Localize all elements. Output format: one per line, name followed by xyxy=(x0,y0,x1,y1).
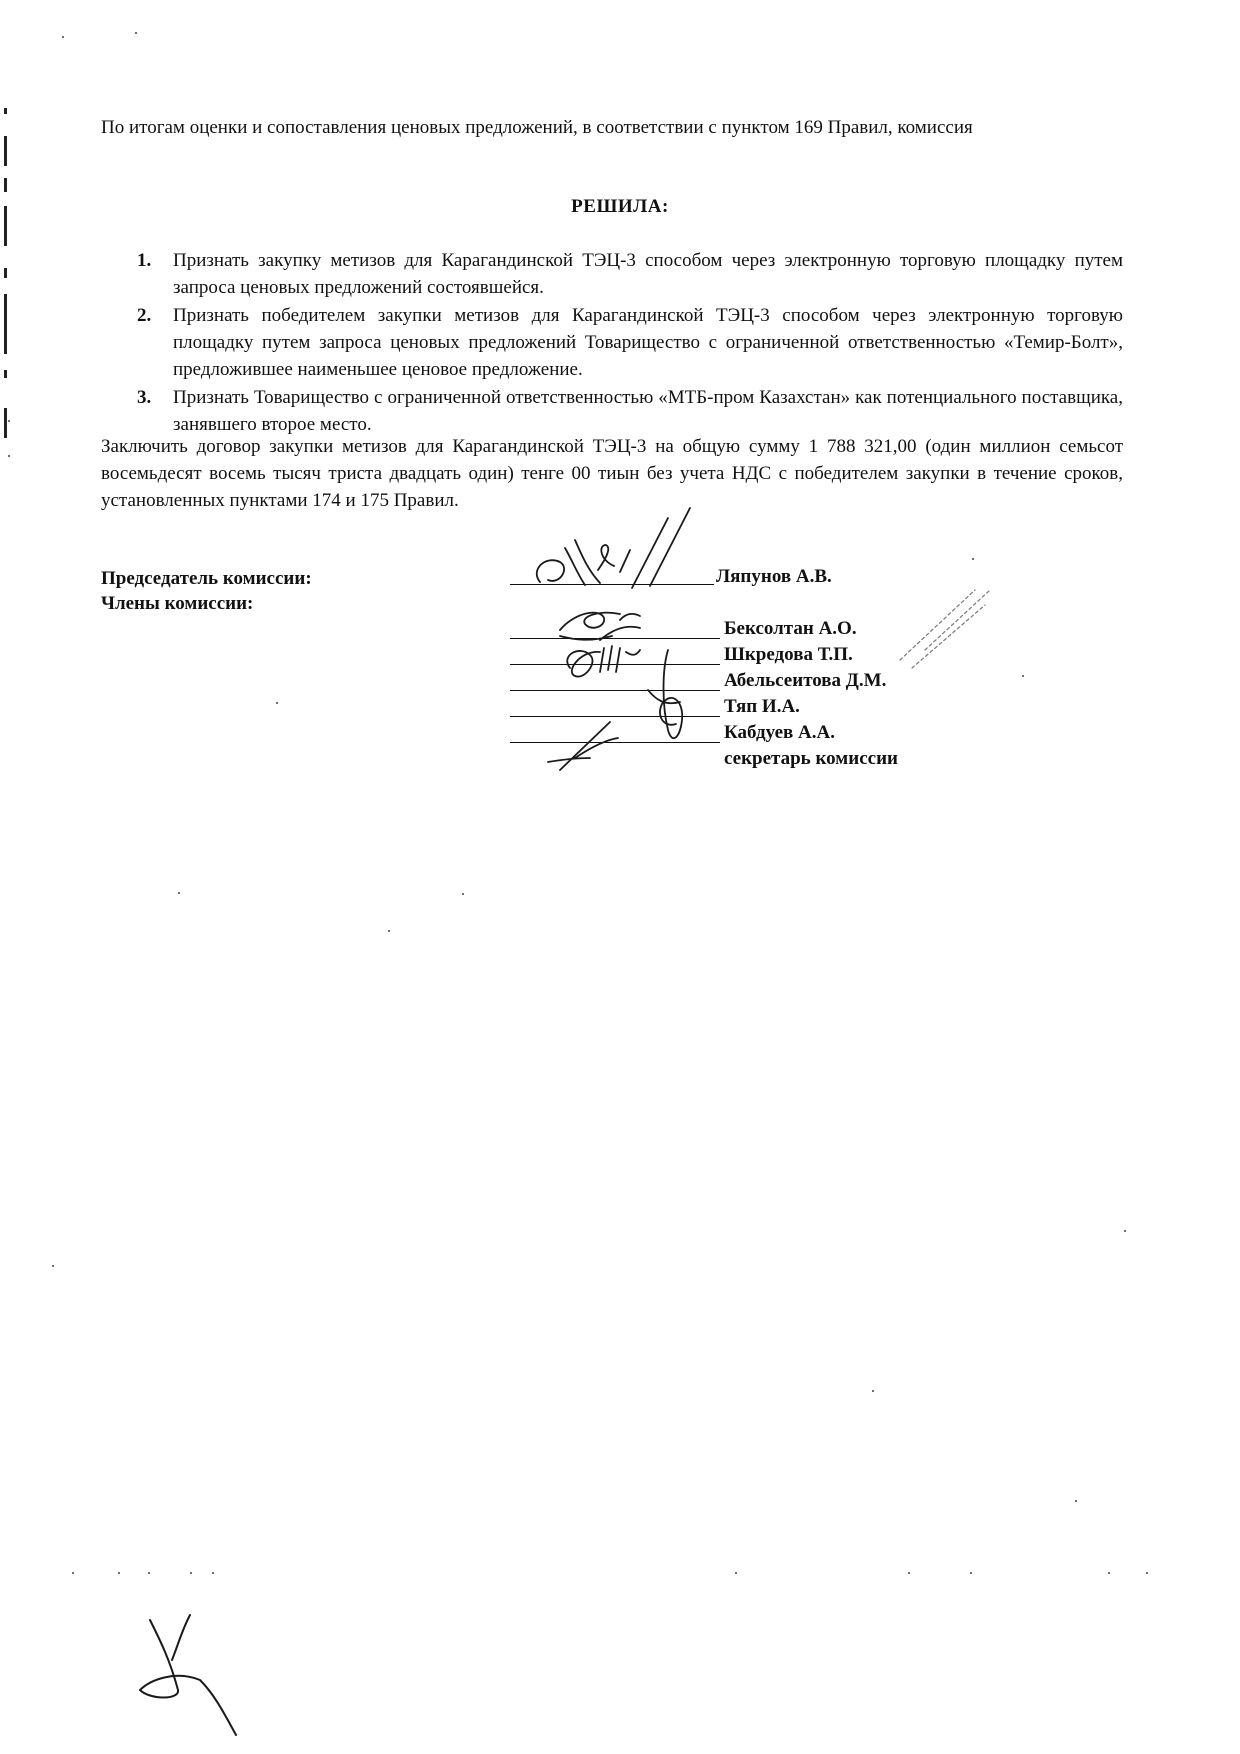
scan-speck xyxy=(872,1390,874,1392)
member-signature-line xyxy=(510,690,720,691)
member-name: Шкредова Т.П. xyxy=(724,644,853,665)
resolution-text: Признать закупку метизов для Карагандинской ТЭЦ-3 способом через электронную торговую площадку путем запроса ценовых предложений состоявшейся. xyxy=(173,250,1123,298)
chairman-label: Председатель комиссии: xyxy=(101,568,312,589)
intro-paragraph: По итогам оценки и сопоставления ценовых предложений, в соответствии с пунктом 169 Правил, комиссия xyxy=(101,117,973,138)
member-name: Бексолтан А.О. xyxy=(724,618,857,639)
decision-heading: РЕШИЛА: xyxy=(571,196,669,217)
scan-speck xyxy=(388,930,390,932)
signature-mark xyxy=(900,590,990,668)
resolution-item xyxy=(101,384,1123,438)
scan-speck xyxy=(1108,1572,1110,1574)
member-name: Тяп И.А. xyxy=(724,696,800,717)
scan-edge-artifact xyxy=(4,108,8,468)
member-name: Кабдуев А.А. xyxy=(724,722,835,743)
resolution-text: Признать победителем закупки метизов для Карагандинской ТЭЦ-3 способом через электронную торговую площадку путем запроса ценовых предложений Товарищество с ограниченной ответственностью «Темир-Болт», предложившее наименьшее ценовое предложение. xyxy=(173,305,1123,380)
scan-speck xyxy=(190,1572,192,1574)
scan-speck xyxy=(1146,1572,1148,1574)
member-signature xyxy=(567,646,640,677)
initials-mark xyxy=(140,1615,236,1735)
member-signature-line xyxy=(510,638,720,639)
scan-speck xyxy=(52,1265,54,1267)
resolution-number: 3. xyxy=(137,387,152,408)
scan-speck xyxy=(8,455,10,457)
scan-speck xyxy=(276,702,278,704)
contract-paragraph: Заключить договор закупки метизов для Карагандинской ТЭЦ-3 на общую сумму 1 788 321,00 (один миллион семьсот восемьдесят восемь тысяч триста двадцать один) тенге 00 тиын без учета НДС с победителем закупки в течение сроков, установленных пунктами 174 и 175 Правил. xyxy=(101,436,1123,511)
member-signature-line xyxy=(510,742,720,743)
secretary-label: секретарь комиссии xyxy=(724,748,898,769)
chairman-signature xyxy=(537,508,690,588)
scan-speck xyxy=(118,1572,120,1574)
resolution-item xyxy=(101,302,1123,383)
member-signature xyxy=(548,722,618,770)
scan-speck xyxy=(908,1572,910,1574)
resolution-list xyxy=(101,247,1123,439)
scan-speck xyxy=(735,1572,737,1574)
scan-speck xyxy=(72,1572,74,1574)
chairman-signature-line xyxy=(510,584,714,585)
scan-speck xyxy=(462,893,464,895)
scan-speck xyxy=(148,1572,150,1574)
scan-speck xyxy=(8,420,10,422)
resolution-text: Признать Товарищество с ограниченной ответственностью «МТБ-пром Казахстан» как потенциального поставщика, занявшего второе место. xyxy=(173,387,1123,435)
member-name: Абельсеитова Д.М. xyxy=(724,670,887,691)
scan-speck xyxy=(1022,675,1024,677)
scan-speck xyxy=(970,1572,972,1574)
scan-speck xyxy=(178,892,180,894)
scan-speck xyxy=(1075,1500,1077,1502)
resolution-number: 2. xyxy=(137,305,152,326)
resolution-number: 1. xyxy=(137,250,152,271)
members-label: Члены комиссии: xyxy=(101,593,254,614)
member-signature-line xyxy=(510,716,720,717)
scan-speck xyxy=(212,1572,214,1574)
resolution-item xyxy=(101,247,1123,301)
scan-speck xyxy=(1124,1230,1126,1232)
scan-speck xyxy=(62,36,64,38)
scan-speck xyxy=(135,32,137,34)
scan-speck xyxy=(972,558,974,560)
member-signature-line xyxy=(510,664,720,665)
chairman-name: Ляпунов А.В. xyxy=(716,566,832,587)
member-signature xyxy=(560,613,640,640)
